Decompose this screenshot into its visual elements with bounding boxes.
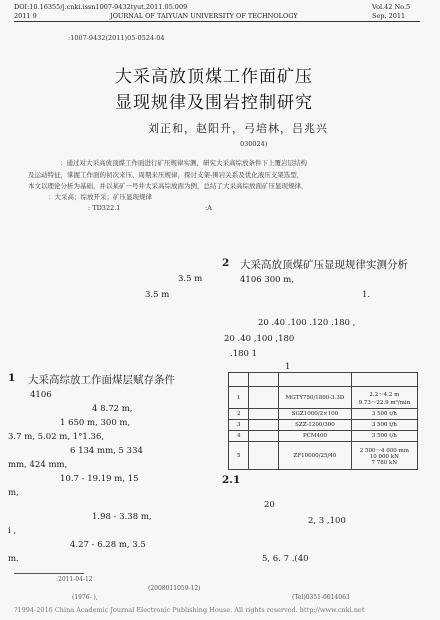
- authors: 刘正和，赵阳升，弓培林，吕兆兴: [148, 122, 328, 135]
- document-code: :A: [205, 204, 212, 212]
- body-line: 20 .40 ,100 ,180: [224, 334, 295, 344]
- table-row: [229, 409, 418, 420]
- table-cell: [279, 373, 352, 387]
- article-id: :1007-9432(2011)05-0524-04: [68, 34, 165, 42]
- body-line: 4.27 - 6.28 m, 3.5: [70, 540, 146, 550]
- doi-line: DOI:10.16355/j.cnki.issn1007-9432tyut.2011.05.009: [14, 3, 188, 11]
- table-row: [229, 420, 418, 431]
- table-cell: 3 500 t/h: [351, 420, 417, 431]
- header-rule: [14, 21, 420, 22]
- table-cell: ZF10000/25/40: [279, 442, 352, 470]
- table-cell: [249, 387, 279, 409]
- table-cell: 5: [229, 442, 249, 470]
- table-row: [229, 373, 418, 387]
- table-cell: 2 500～4 000 mm 10 000 kN 7 780 kN: [351, 442, 417, 470]
- abstract-line-1: ：通过对大采高放顶煤工作面进行矿压规律实测，研究大采高综放条件下上覆岩层结构: [60, 159, 307, 167]
- table-cell: MGTY750/1800-3.3D: [279, 387, 352, 409]
- body-line: mm, 424 mm,: [8, 460, 68, 470]
- journal-name: JOURNAL OF TAIYUAN UNIVERSITY OF TECHNOLOGY: [110, 12, 298, 20]
- title-line-2: 显现规律及围岩控制研究: [115, 93, 313, 113]
- body-line: 3.7 m, 5.02 m, 1°1.36,: [8, 432, 105, 442]
- body-line: .180 1: [230, 349, 258, 359]
- table-cell: [249, 431, 279, 442]
- table-cell: [351, 373, 417, 387]
- table-cell: SGZ1000/2×100: [279, 409, 352, 420]
- table-cell: 3 500 t/h: [351, 409, 417, 420]
- received-date: :2011-04-12: [56, 576, 93, 583]
- issue-date: Sep. 2011: [372, 12, 406, 20]
- table-cell: [249, 420, 279, 431]
- body-line: 10.7 - 19.19 m, 15: [60, 474, 139, 484]
- body-line: 6 134 mm, 5 334: [70, 446, 143, 456]
- section-1-number: 1: [8, 372, 16, 384]
- table-cell: 1: [229, 387, 249, 409]
- volume-number: Vol.42 No.5: [372, 3, 411, 11]
- abstract-line-2: 及运动特征，掌握工作面的初次来压、周期来压规律，探讨支架-围岩关系及优化液压支架选型，: [28, 171, 304, 179]
- body-line: m,: [8, 488, 19, 498]
- table-cell: 2: [229, 409, 249, 420]
- title-line-1: 大采高放顶煤工作面矿压: [115, 67, 313, 87]
- table-cell: [249, 409, 279, 420]
- body-line: 4106: [30, 390, 52, 400]
- table-row: [229, 387, 418, 409]
- keywords: ：大采高；综放开采；矿压显现规律: [48, 193, 152, 201]
- body-line: 1.98 - 3.38 m,: [92, 512, 152, 522]
- classification: : TD322.1: [88, 204, 121, 212]
- body-line: m.: [8, 554, 19, 564]
- subsection-2-1: 2.1: [222, 474, 241, 486]
- table-cell: [249, 442, 279, 470]
- section-2-number: 2: [222, 257, 230, 269]
- table-cell: 4: [229, 431, 249, 442]
- author-bio: (1976- ),: [72, 594, 98, 601]
- body-line: 5, 6. 7 .(40: [262, 554, 309, 564]
- table-cell: 3 500 t/h: [351, 431, 417, 442]
- body-line: 2, 3 ,100: [308, 516, 346, 526]
- table-cell: SZZ-1200/300: [279, 420, 352, 431]
- equipment-table: [228, 372, 418, 470]
- abstract-line-3: 本文以理论分析为基础，并以某矿一号井大采高综放面为例，总结了大采高综放面矿压显现规律，: [28, 182, 308, 190]
- table-cell: 3: [229, 420, 249, 431]
- table-cell: 2.2～4.2 m 9.73～22.9 m³/min: [351, 387, 417, 409]
- table-cell: PCM400: [279, 431, 352, 442]
- fund-number: (2008011059-12): [148, 585, 201, 592]
- section-2-title: 大采高放顶煤矿压显现规律实测分析: [240, 259, 408, 271]
- body-line: 20: [264, 500, 275, 510]
- body-line: 1 650 m, 300 m,: [60, 418, 131, 428]
- body-line: 4 8.72 m,: [92, 404, 133, 414]
- body-line: 20 .40 .100 .120 .180 ,: [258, 318, 356, 328]
- table-cell: [249, 373, 279, 387]
- table-caption: 1: [285, 362, 291, 372]
- footnote-rule: [14, 573, 84, 574]
- header-year: 2011 9: [14, 12, 37, 20]
- body-line: i ,: [8, 526, 17, 536]
- text-fragment: 3.5 m: [145, 290, 170, 300]
- table-row: [229, 442, 418, 470]
- section-1-title: 大采高综放工作面煤层赋存条件: [28, 374, 175, 386]
- postcode: 030024): [240, 140, 268, 148]
- text-fragment: 3.5 m: [178, 274, 203, 284]
- copyright-line: ?1994-2016 China Academic Journal Electronic Publishing House. All rights reserved. http://www.cnki.net: [14, 606, 365, 614]
- table-cell: [229, 373, 249, 387]
- table-row: [229, 431, 418, 442]
- body-line: 1.: [362, 290, 371, 300]
- body-line: 4106 300 m,: [240, 275, 295, 285]
- author-tel: (Tel)0351-6014063: [292, 594, 350, 601]
